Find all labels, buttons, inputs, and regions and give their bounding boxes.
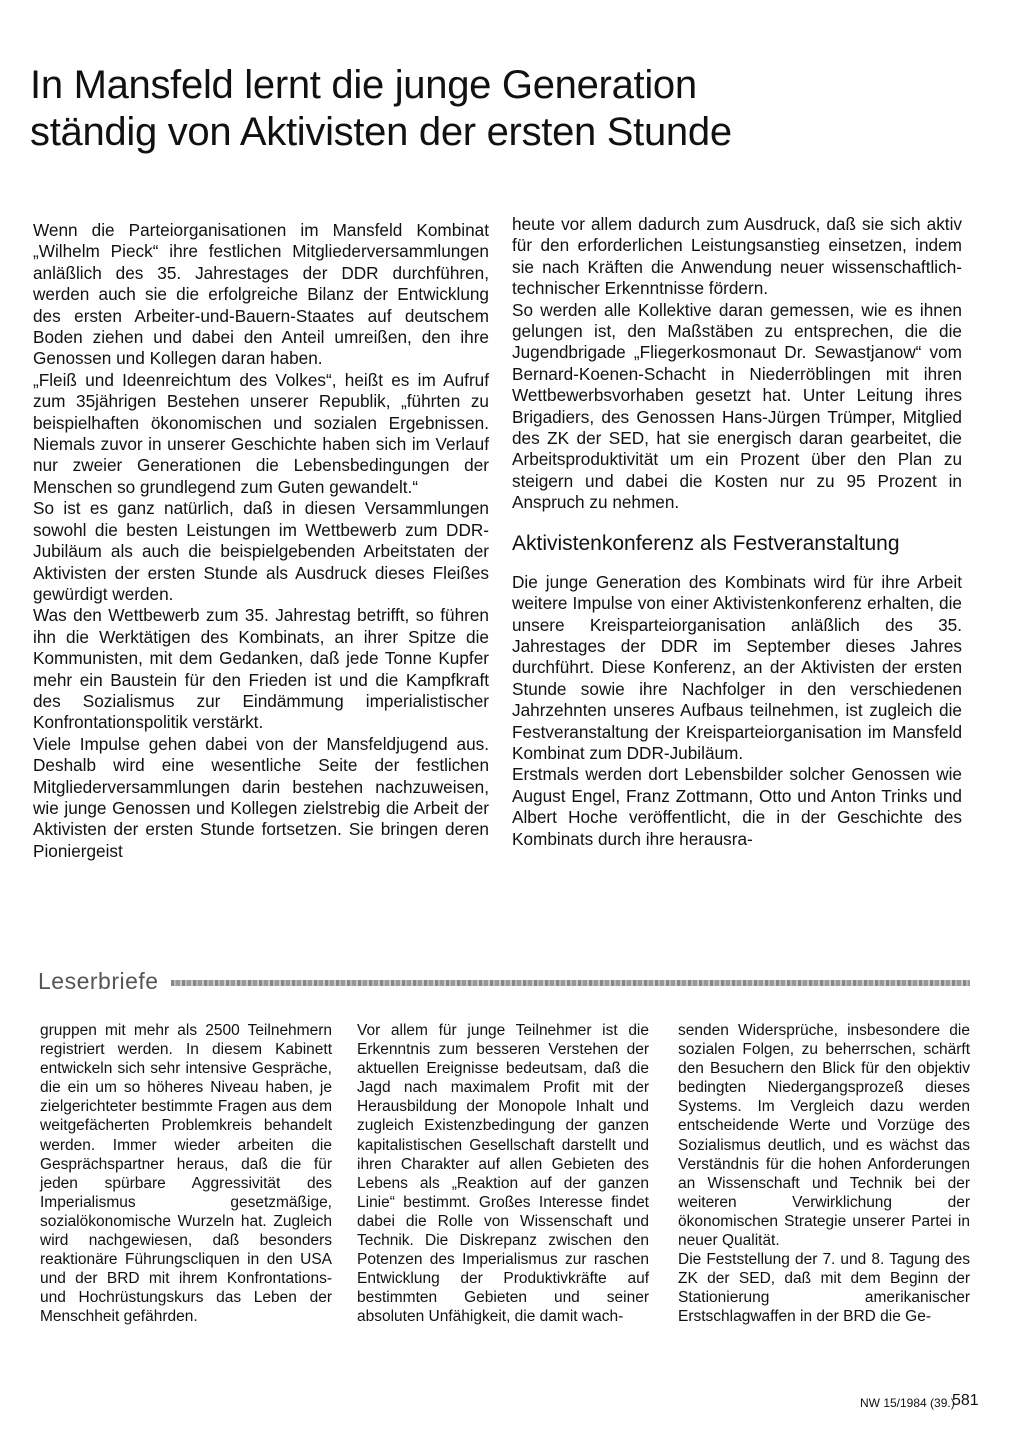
headline-line-2: ständig von Aktivisten der ersten Stunde: [30, 110, 732, 154]
paragraph: Erstmals werden dort Lebensbilder solcher Genossen wie August Engel, Franz Zottmann, Otto und Anton Trinks und Albert Hoche veröffentlicht, die in der Geschichte des Kombinats durch ihre herausra-: [512, 764, 962, 849]
section-subheading: Aktivistenkonferenz als Festveranstaltung: [512, 531, 900, 555]
paragraph: senden Widersprüche, insbesondere die sozialen Folgen, zu beherrschen, schärft den Besuchern den Blick für den objektiv bedingten Niedergangsprozeß dieses Systems. Im Vergleich dazu werden entscheidende Werte und Vorzüge des Sozialismus deutlich, und es wächst das Verständnis für die hohen Anforderungen an Wissenschaft und Technik bei der weiteren Verwirklichung der ökonomischen Strategie unserer Partei in neuer Qualität.: [678, 1022, 970, 1250]
page-number: 581: [952, 1392, 979, 1409]
issue-reference: NW 15/1984 (39.): [860, 1396, 955, 1410]
article-headline: [30, 62, 990, 156]
paragraph: So werden alle Kollektive daran gemessen, wie es ihnen gelungen ist, den Maßstäben zu entsprechen, die die Jugendbrigade „Fliegerkosmonaut Dr. Sewastjanow“ vom Bernard-Koenen-Schacht in Niederröblingen mit ihren Wettbewerbsvorhaben gesetzt hat. Unter Leitung ihres Brigadiers, des Genossen Hans-Jürgen Trümper, Mitglied des ZK der SED, hat sie energisch daran gearbeitet, die Arbeitsproduktivität um ein Prozent über den Plan zu steigern und dabei die Kosten nur zu 95 Prozent in Anspruch zu nehmen.: [512, 299, 962, 513]
paragraph: Wenn die Parteiorganisationen im Mansfeld Kombinat „Wilhelm Pieck“ ihre festlichen Mitgliederversammlungen anläßlich des 35. Jahrestages der DDR durchführen, werden auch sie die erfolgreiche Bilanz der Entwicklung des ersten Arbeiter-und-Bauern-Staates auf deutschem Boden ziehen und dabei den Anteil umreißen, den ihre Genossen und Kollegen daran haben.: [33, 220, 489, 369]
paragraph: heute vor allem dadurch zum Ausdruck, daß sie sich aktiv für den erforderlichen Leistungsanstieg einsetzen, indem sie nach Kräften die Anwendung neuer wissenschaftlich-technischer Erkenntnisse fördern.: [512, 214, 962, 299]
letters-column-2: [357, 1021, 649, 1327]
paragraph: gruppen mit mehr als 2500 Teilnehmern registriert werden. In diesem Kabinett entwickeln sich sehr intensive Gespräche, die ein um so höheres Niveau haben, je zielgerichteter bestimmte Fragen aus dem weitgefächerten Problemkreis behandelt werden. Immer wieder arbeiten die Gesprächspartner heraus, daß die für jeden spürbare Aggressivität des Imperialismus gesetzmäßige, sozialökonomische Wurzeln hat. Zugleich wird nachgewiesen, daß besonders reaktionäre Führungscliquen in den USA und der BRD mit ihrem Konfrontations- und Hochrüstungskurs das Leben der Menschheit gefährden.: [40, 1022, 332, 1326]
paragraph: Vor allem für junge Teilnehmer ist die Erkenntnis zum besseren Verstehen der aktuellen Ereignisse bedeutsam, daß die Jagd nach maximalem Profit mit der Herausbildung der Monopole Inhalt und zugleich Existenzbedingung der ganzen kapitalistischen Gesellschaft darstellt und ihren Charakter auf allen Gebieten des Lebens als „Reaktion auf der ganzen Linie“ bestimmt. Großes Interesse findet dabei die Rolle von Wissenschaft und Technik. Die Diskrepanz zwischen den Potenzen des Imperialismus zur raschen Entwicklung der Produktivkräfte auf bestimmten Gebieten und seiner absoluten Unfähigkeit, die damit wach-: [357, 1022, 649, 1326]
letters-column-3: [678, 1021, 970, 1327]
article-column-left: [33, 220, 489, 862]
letters-section-header: [38, 966, 970, 996]
paragraph: So ist es ganz natürlich, daß in diesen Versammlungen sowohl die besten Leistungen im Wettbewerb zum DDR-Jubiläum als auch die beispielgebenden Arbeitstaten der Aktivisten der ersten Stunde als Ausdruck dieses Fleißes gewürdigt werden.: [33, 498, 489, 604]
paragraph: Die junge Generation des Kombinats wird für ihre Arbeit weitere Impulse von einer Aktivistenkonferenz erhalten, die unsere Kreisparteiorganisation anläßlich des 35. Jahrestages der DDR im September dieses Jahres durchführt. Diese Konferenz, an der Aktivisten der ersten Stunde sowie ihre Nachfolger in den verschiedenen Jahrzehnten unseres Aufbaus teilnehmen, ist zugleich die Festveranstaltung der Kreisparteiorganisation im Mansfeld Kombinat zum DDR-Jubiläum.: [512, 571, 962, 763]
paragraph: Was den Wettbewerb zum 35. Jahrestag betrifft, so führen ihn die Werktätigen des Kombinats, an ihrer Spitze die Kommunisten, mit dem Gedanken, daß jede Tonne Kupfer mehr ein Baustein für den Frieden ist und die Kampfkraft des Sozialismus zur Eindämmung imperialistischer Konfrontationspolitik verstärkt.: [33, 605, 489, 733]
letters-column-1: [40, 1021, 332, 1327]
letters-section-label: Leserbriefe: [38, 967, 159, 994]
paragraph: Die Feststellung der 7. und 8. Tagung des ZK der SED, daß mit dem Beginn der Stationierung amerikanischer Erstschlagwaffen in der BRD die Ge-: [678, 1251, 970, 1326]
article-column-right: [512, 214, 962, 850]
paragraph: „Fleiß und Ideenreichtum des Volkes“, heißt es im Aufruf zum 35jährigen Bestehen unserer Republik, „führten zu beispielhaften ökonomischen und sozialen Ergebnissen. Niemals zuvor in unserer Geschichte haben sich im Verlauf nur zweier Generationen die Lebensbedingungen der Menschen so grundlegend zum Guten gewandelt.“: [33, 369, 489, 497]
section-divider-rule: [171, 980, 970, 986]
paragraph: Viele Impulse gehen dabei von der Mansfeldjugend aus. Deshalb wird eine wesentliche Seite der festlichen Mitgliederversammlungen darin bestehen nachzuweisen, wie junge Genossen und Kollegen zielstrebig die Arbeit der Aktivisten der ersten Stunde fortsetzen. Sie bringen deren Pioniergeist: [33, 733, 489, 861]
headline-line-1: In Mansfeld lernt die junge Generation: [30, 63, 697, 107]
